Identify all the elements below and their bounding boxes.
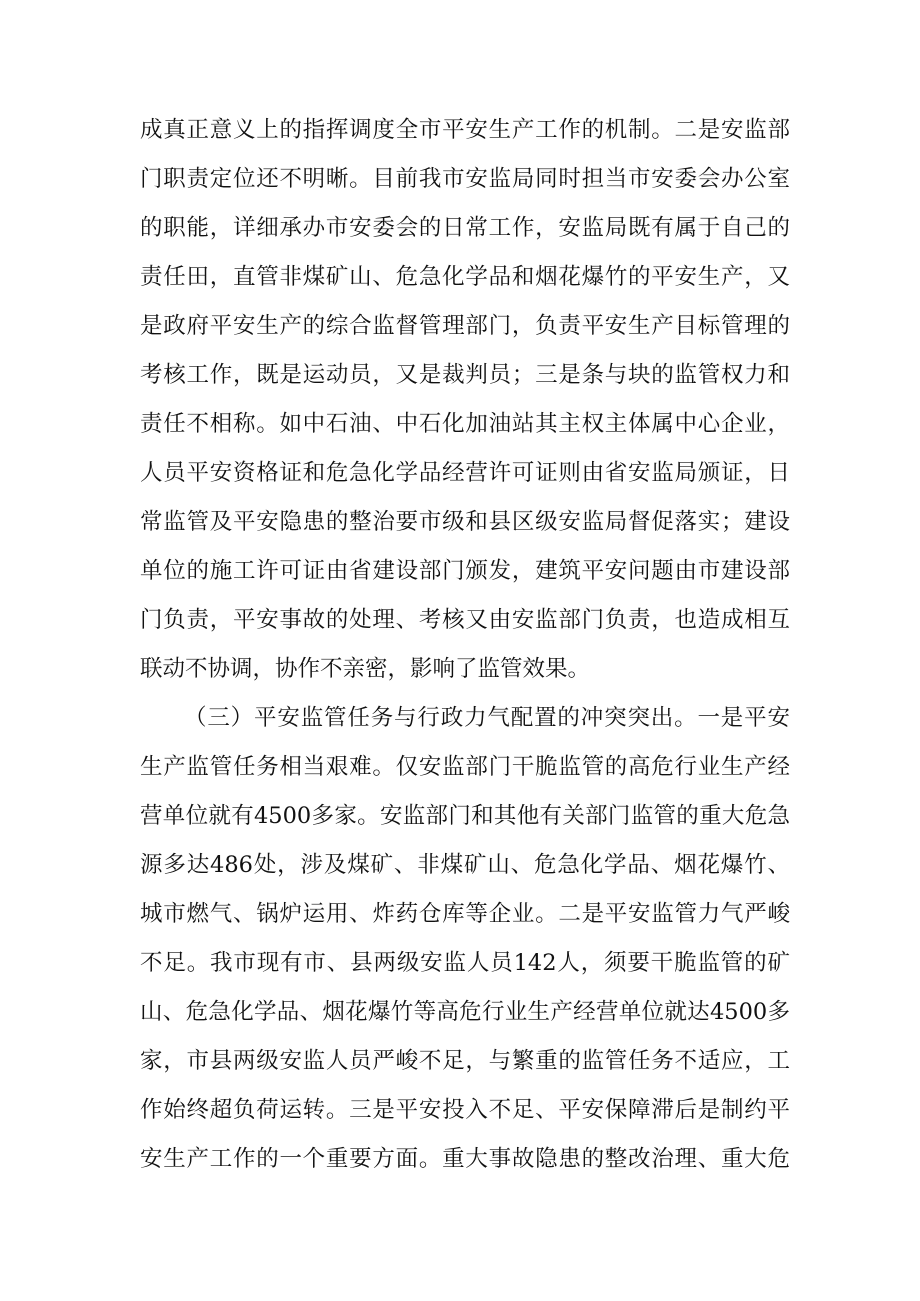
text-line: 山、危急化学品、烟花爆竹等高危行业生产经营单位就达4500多 [140, 999, 790, 1025]
text-line: 成真正意义上的指挥调度全市平安生产工作的机制。二是安监部 [140, 117, 790, 143]
text-line: 安生产工作的一个重要方面。重大事故隐患的整改治理、重大危 [140, 1146, 790, 1172]
text-line: 人员平安资格证和危急化学品经营许可证则由省安监局颁证，日 [140, 460, 790, 486]
text-line: 不足。我市现有市、县两级安监人员142人，须要干脆监管的矿 [140, 950, 790, 976]
text-line: 作始终超负荷运转。三是平安投入不足、平安保障滞后是制约平 [140, 1097, 790, 1123]
text-line: 源多达486处，涉及煤矿、非煤矿山、危急化学品、烟花爆竹、 [140, 852, 790, 878]
section-heading-line: （三）平安监管任务与行政力气配置的冲突突出。一是平安 [184, 705, 790, 731]
text-line: 门职责定位还不明晰。目前我市安监局同时担当市安委会办公室 [140, 166, 790, 192]
text-line: 责任田，直管非煤矿山、危急化学品和烟花爆竹的平安生产，又 [140, 264, 790, 290]
text-line: 常监管及平安隐患的整治要市级和县区级安监局督促落实；建设 [140, 509, 790, 535]
text-line: 的职能，详细承办市安委会的日常工作，安监局既有属于自己的 [140, 215, 790, 241]
text-line: 联动不协调，协作不亲密，影响了监管效果。 [140, 656, 591, 682]
text-line: 门负责，平安事故的处理、考核又由安监部门负责，也造成相互 [140, 607, 790, 633]
text-line: 考核工作，既是运动员，又是裁判员；三是条与块的监管权力和 [140, 362, 790, 388]
text-line: 责任不相称。如中石油、中石化加油站其主权主体属中心企业， [140, 411, 790, 437]
text-line: 单位的施工许可证由省建设部门颁发，建筑平安问题由市建设部 [140, 558, 790, 584]
text-line: 城市燃气、锅炉运用、炸药仓库等企业。二是平安监管力气严峻 [140, 901, 790, 927]
text-line: 生产监管任务相当艰难。仅安监部门干脆监管的高危行业生产经 [140, 754, 790, 780]
text-line: 营单位就有4500多家。安监部门和其他有关部门监管的重大危急 [140, 803, 790, 829]
text-line: 家，市县两级安监人员严峻不足，与繁重的监管任务不适应，工 [140, 1048, 790, 1074]
text-line: 是政府平安生产的综合监督管理部门，负责平安生产目标管理的 [140, 313, 790, 339]
